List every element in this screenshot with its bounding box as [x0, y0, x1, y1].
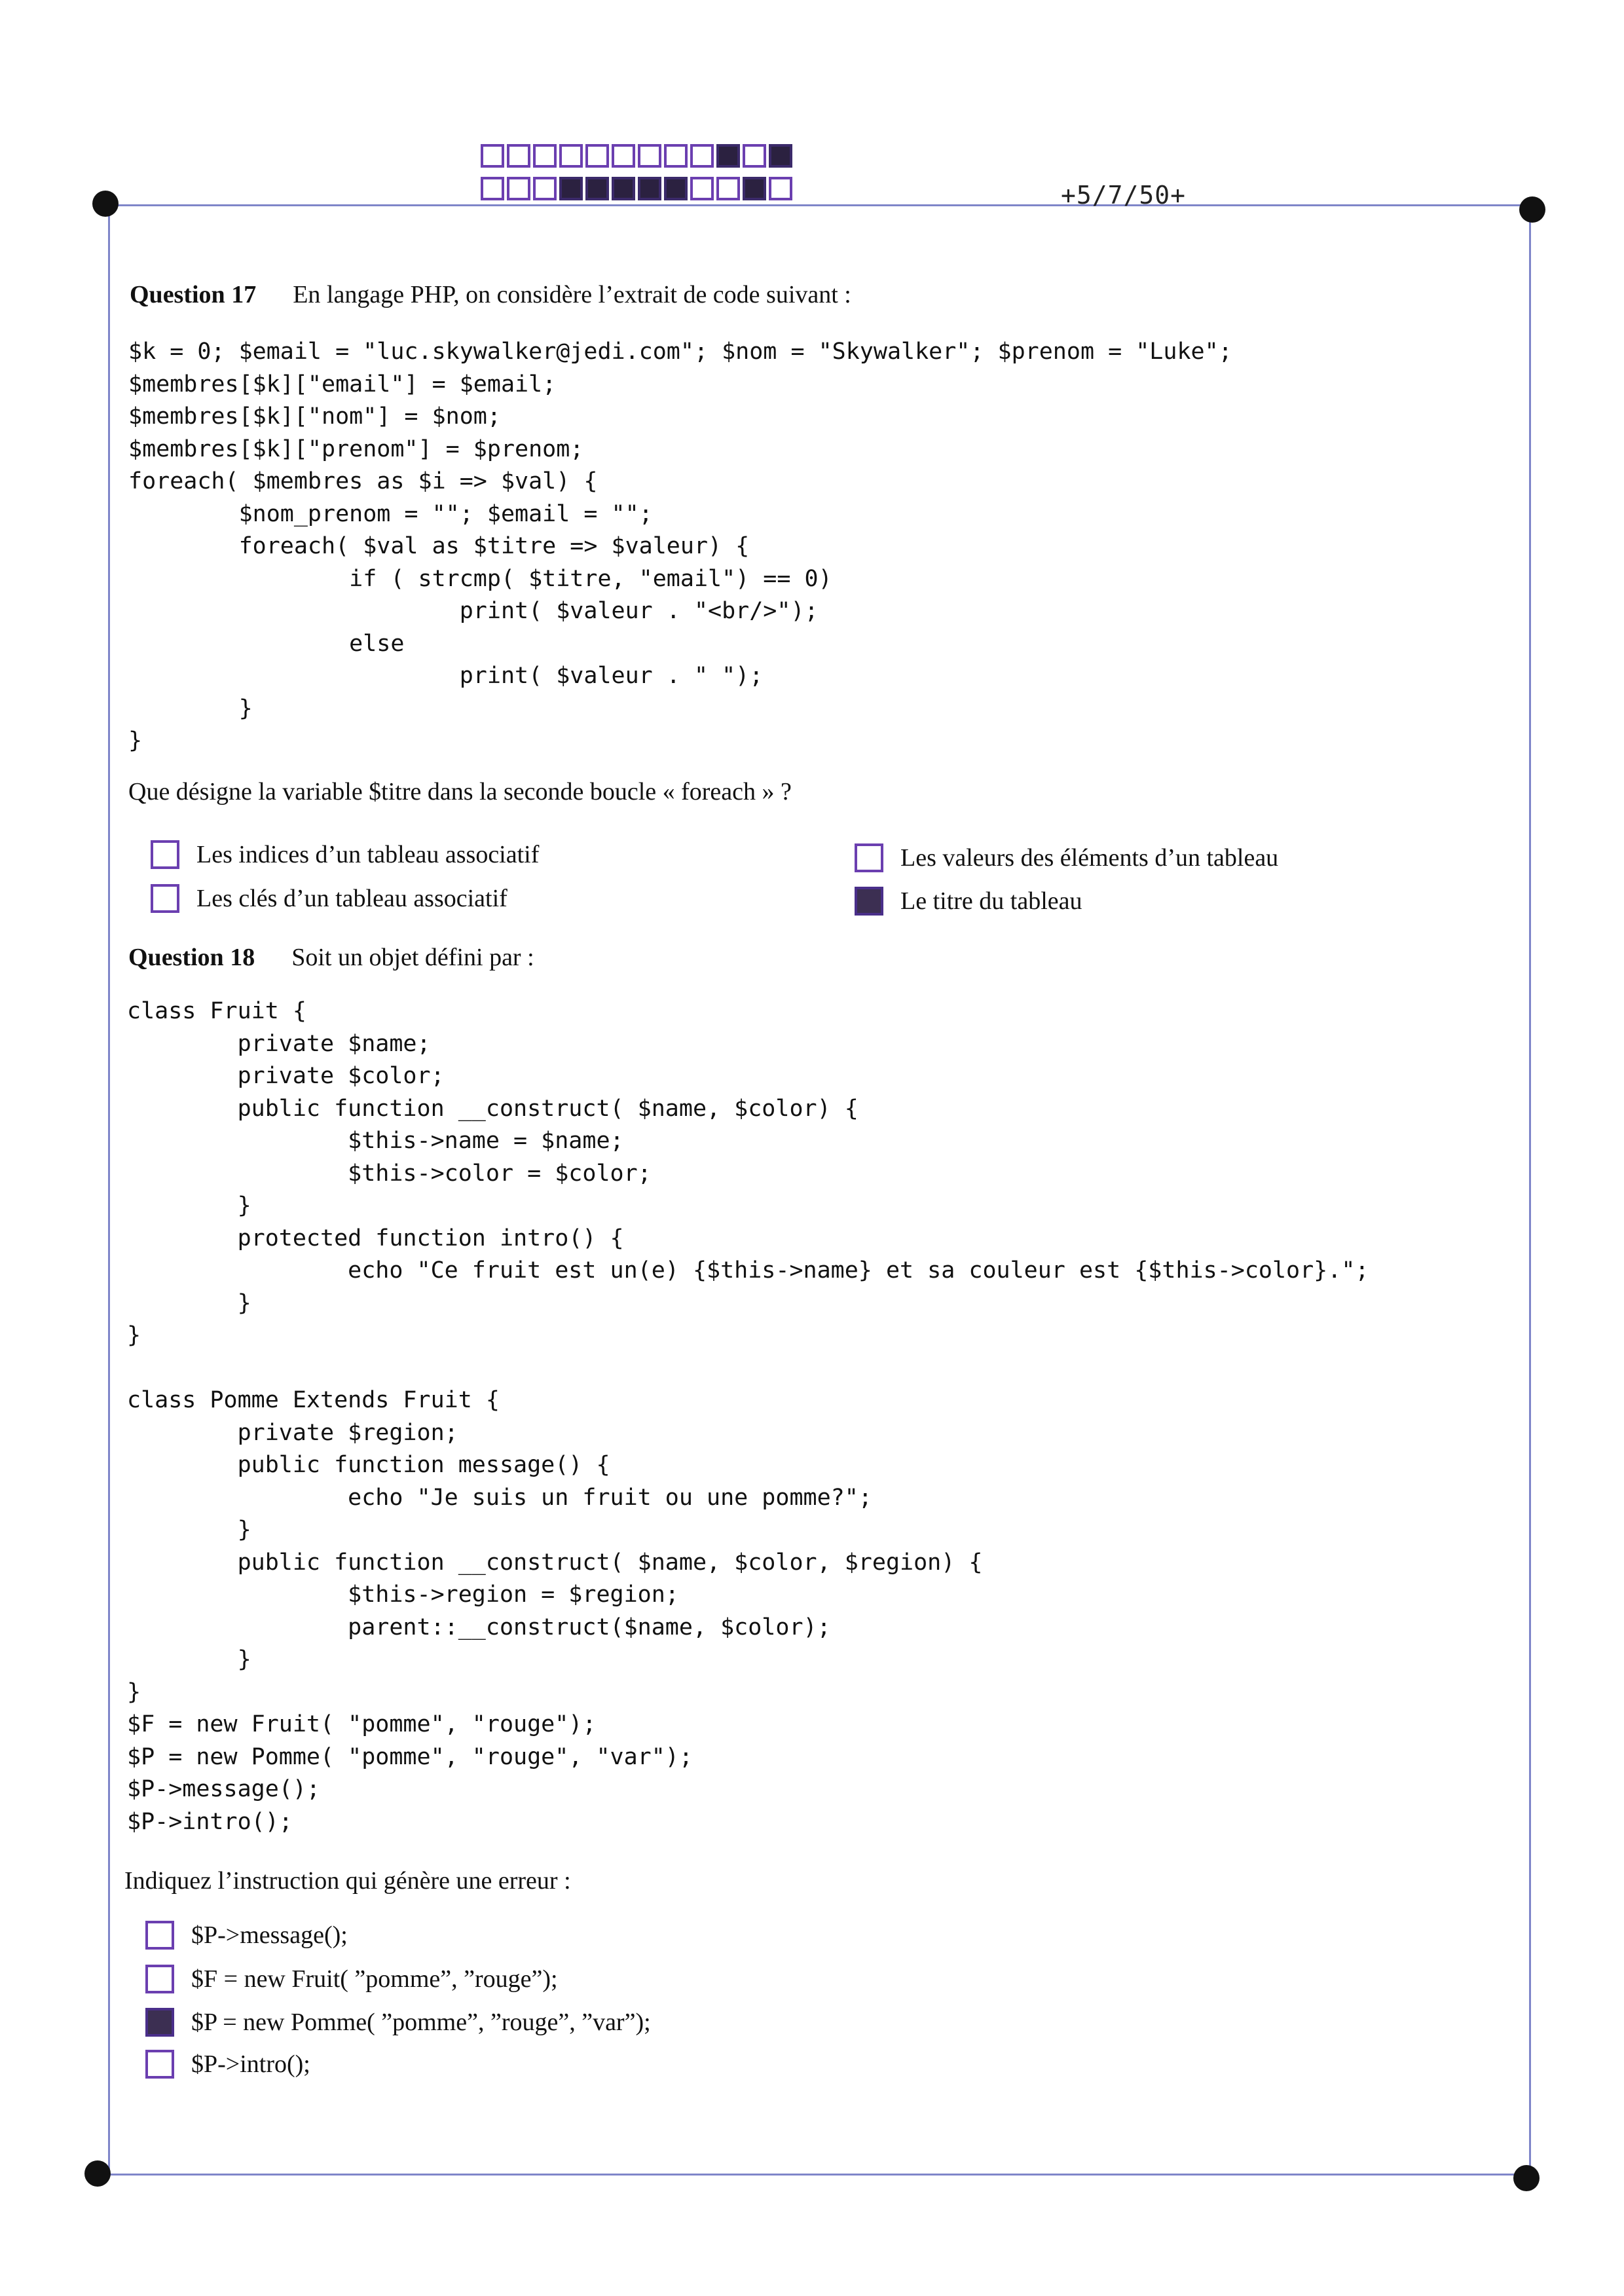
- page-code: +5/7/50+: [1061, 181, 1187, 210]
- code-line: if ( strcmp( $titre, "email") == 0): [128, 565, 832, 592]
- frame-left: [108, 204, 110, 2174]
- choice-label: $P->message();: [191, 1921, 348, 1949]
- choice-label: Le titre du tableau: [900, 887, 1082, 915]
- id-box: [585, 144, 609, 168]
- code-line: }: [127, 1289, 251, 1316]
- frame-right: [1529, 204, 1531, 2174]
- id-box: [612, 144, 635, 168]
- code-line: }: [128, 695, 253, 722]
- id-box-filled: [585, 177, 609, 200]
- student-id-row-1: [481, 144, 795, 168]
- code-line: }: [128, 728, 143, 754]
- code-line: private $color;: [127, 1063, 445, 1089]
- code-line: $membres[$k]["nom"] = $nom;: [128, 403, 501, 430]
- question-17-label: Question 17: [130, 281, 257, 308]
- code-line: $k = 0; $email = "luc.skywalker@jedi.com"; $nom = "Skywalker"; $prenom = "Luke";: [128, 339, 1232, 365]
- checkbox[interactable]: [145, 1965, 174, 1993]
- id-box-filled: [612, 177, 635, 200]
- question-17-code: [128, 336, 1232, 758]
- code-line: public function __construct( $name, $color, $region) {: [127, 1549, 983, 1576]
- q18-choice-new-pomme[interactable]: [145, 2008, 651, 2037]
- code-line: $nom_prenom = ""; $email = "";: [128, 500, 653, 527]
- question-18-header: [128, 943, 534, 972]
- id-box: [638, 144, 661, 168]
- student-id-row-2: [481, 177, 795, 200]
- code-line: public function message() {: [127, 1452, 610, 1478]
- question-18-prompt: Indiquez l’instruction qui génère une erreur :: [124, 1867, 571, 1895]
- q18-choice-message[interactable]: [145, 1921, 348, 1950]
- id-box-filled: [559, 177, 583, 200]
- id-box: [533, 144, 557, 168]
- code-line: public function __construct( $name, $color) {: [127, 1095, 858, 1122]
- choice-label: Les clés d’un tableau associatif: [196, 885, 507, 912]
- code-line: parent::__construct($name, $color);: [127, 1614, 831, 1640]
- id-box: [481, 177, 504, 200]
- q17-choice-keys[interactable]: [151, 884, 507, 913]
- choice-label: $P = new Pomme( ”pomme”, ”rouge”, ”var”);: [191, 2009, 651, 2036]
- code-line: }: [127, 1646, 251, 1673]
- corner-marker-bottom-left: [84, 2160, 111, 2187]
- code-line: }: [127, 1678, 141, 1705]
- question-17-intro: En langage PHP, on considère l’extrait de code suivant :: [293, 281, 851, 308]
- q17-choice-values[interactable]: [855, 843, 1278, 872]
- id-box: [507, 144, 530, 168]
- code-line: $P = new Pomme( "pomme", "rouge", "var");: [127, 1743, 693, 1770]
- id-box-filled: [638, 177, 661, 200]
- checkbox-checked[interactable]: [855, 887, 883, 916]
- code-line: class Pomme Extends Fruit {: [127, 1387, 500, 1413]
- checkbox-checked[interactable]: [145, 2008, 174, 2037]
- choice-label: Les valeurs des éléments d’un tableau: [900, 844, 1279, 872]
- code-line: $this->name = $name;: [127, 1128, 624, 1154]
- choice-label: Les indices d’un tableau associatif: [196, 841, 540, 868]
- id-box: [769, 177, 792, 200]
- id-box: [507, 177, 530, 200]
- code-line: $membres[$k]["email"] = $email;: [128, 371, 557, 398]
- checkbox[interactable]: [151, 840, 179, 869]
- code-line: private $name;: [127, 1030, 431, 1057]
- checkbox[interactable]: [855, 843, 883, 872]
- question-18-code: [127, 995, 1369, 1838]
- code-line: $F = new Fruit( "pomme", "rouge");: [127, 1711, 597, 1737]
- id-box: [481, 144, 504, 168]
- checkbox[interactable]: [145, 1921, 174, 1950]
- q17-choice-title[interactable]: [855, 887, 1082, 916]
- code-line: foreach( $val as $titre => $valeur) {: [128, 533, 750, 559]
- code-line: $this->color = $color;: [127, 1160, 652, 1187]
- code-line: }: [127, 1517, 251, 1543]
- choice-label: $P->intro();: [191, 2050, 310, 2078]
- code-line: $membres[$k]["prenom"] = $prenom;: [128, 435, 584, 462]
- question-17-prompt: Que désigne la variable $titre dans la seconde boucle « foreach » ?: [128, 778, 792, 805]
- code-line: print( $valeur . "<br/>");: [128, 598, 819, 624]
- code-line: foreach( $membres as $i => $val) {: [128, 468, 598, 494]
- id-box: [690, 177, 714, 200]
- corner-marker-bottom-right: [1513, 2165, 1540, 2191]
- code-line: $this->region = $region;: [127, 1582, 679, 1608]
- code-line: }: [127, 1322, 141, 1348]
- code-line: $P->intro();: [127, 1808, 293, 1835]
- id-box-filled: [664, 177, 688, 200]
- code-line: print( $valeur . " ");: [128, 663, 764, 689]
- code-line: protected function intro() {: [127, 1225, 624, 1251]
- id-box: [664, 144, 688, 168]
- id-box: [743, 144, 766, 168]
- choice-label: $F = new Fruit( ”pomme”, ”rouge”);: [191, 1965, 558, 1993]
- question-18-label: Question 18: [128, 944, 255, 971]
- q17-choice-indices[interactable]: [151, 840, 539, 869]
- question-17-header: [130, 280, 851, 309]
- question-18-intro: Soit un objet défini par :: [291, 944, 534, 971]
- id-box: [559, 144, 583, 168]
- code-line: echo "Ce fruit est un(e) {$this->name} et sa couleur est {$this->color}.";: [127, 1257, 1369, 1284]
- code-line: $P->message();: [127, 1776, 321, 1802]
- code-line: echo "Je suis un fruit ou une pomme?";: [127, 1484, 872, 1511]
- corner-marker-top-right: [1519, 196, 1545, 223]
- frame-top: [108, 204, 1536, 206]
- id-box-filled: [769, 144, 792, 168]
- code-line: private $region;: [127, 1419, 458, 1446]
- id-box: [716, 177, 740, 200]
- id-box-filled: [743, 177, 766, 200]
- code-line: class Fruit {: [127, 998, 306, 1024]
- code-line: }: [127, 1193, 251, 1219]
- frame-bottom: [98, 2174, 1529, 2176]
- q18-choice-intro[interactable]: [145, 2050, 310, 2079]
- checkbox[interactable]: [151, 884, 179, 913]
- checkbox[interactable]: [145, 2050, 174, 2079]
- q18-choice-new-fruit[interactable]: [145, 1965, 558, 1993]
- id-box: [533, 177, 557, 200]
- code-line: else: [128, 630, 405, 657]
- id-box-filled: [716, 144, 740, 168]
- id-box: [690, 144, 714, 168]
- corner-marker-top-left: [92, 191, 119, 217]
